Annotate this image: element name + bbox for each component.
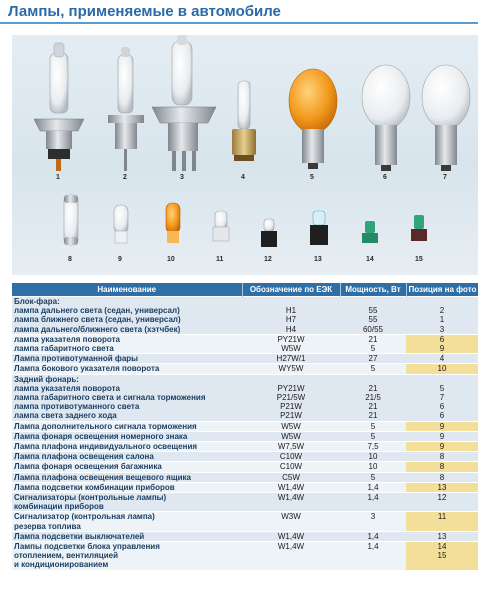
lamp-8-c10w bbox=[64, 195, 78, 245]
cell-line: C5W bbox=[282, 472, 300, 482]
cell-line bbox=[408, 502, 476, 511]
photo-number: 7 bbox=[443, 174, 447, 181]
cell-line bbox=[408, 375, 476, 384]
cell-power bbox=[340, 482, 406, 492]
table-row bbox=[12, 452, 478, 462]
column-header-position: Позиция на фото bbox=[406, 283, 478, 297]
cell-line: 13 bbox=[437, 482, 447, 492]
cell-line: W1,4W bbox=[277, 542, 305, 552]
cell-line: Лампа бокового указателя поворота bbox=[14, 364, 160, 374]
cell-position bbox=[406, 462, 478, 472]
cell-line: PY21W bbox=[277, 383, 305, 393]
cell-line: 21 bbox=[368, 383, 378, 393]
cell-position bbox=[406, 512, 478, 531]
cell-power bbox=[340, 354, 406, 364]
photo-number: 1 bbox=[56, 174, 60, 181]
cell-power bbox=[340, 431, 406, 441]
cell-line: 5 bbox=[370, 344, 376, 354]
table-row bbox=[12, 542, 478, 570]
cell-name bbox=[12, 364, 242, 374]
cell-line: 1,4 bbox=[367, 542, 379, 552]
cell-line bbox=[408, 522, 476, 531]
cell-line bbox=[408, 560, 476, 569]
lamp-3-h4 bbox=[152, 35, 216, 171]
cell-power bbox=[340, 421, 406, 431]
cell-line: 10 bbox=[368, 462, 378, 472]
top-row-numbers bbox=[56, 174, 447, 181]
cell-name bbox=[12, 421, 242, 431]
cell-line: 1,4 bbox=[367, 482, 379, 492]
cell-line: Блок-фара: bbox=[14, 297, 60, 306]
cell-line: комбинации приборов bbox=[14, 502, 104, 512]
cell-position bbox=[406, 364, 478, 374]
cell-line: 6 bbox=[439, 402, 445, 412]
cell-line: лампа ближнего света (седан, универсал) bbox=[14, 315, 181, 325]
cell-name bbox=[12, 482, 242, 492]
cell-line: 27 bbox=[368, 354, 378, 364]
photo-number: 8 bbox=[68, 256, 72, 263]
cell-code bbox=[242, 334, 340, 353]
cell-line: W5W bbox=[281, 344, 301, 354]
cell-line: 21 bbox=[368, 411, 378, 421]
cell-line bbox=[244, 502, 338, 511]
bottom-row-numbers bbox=[68, 256, 423, 263]
cell-line: 10 bbox=[437, 364, 447, 374]
cell-line: Лампа дополнительного сигнала торможения bbox=[14, 421, 197, 431]
photo-number: 5 bbox=[310, 174, 314, 181]
cell-code bbox=[242, 374, 340, 421]
table-row bbox=[12, 334, 478, 353]
cell-line: W1,4W bbox=[277, 493, 305, 503]
cell-line: 5 bbox=[370, 364, 376, 374]
cell-line: 5 bbox=[439, 383, 445, 393]
photo-number: 6 bbox=[383, 174, 387, 181]
cell-position bbox=[406, 431, 478, 441]
cell-name bbox=[12, 374, 242, 421]
cell-line: W7,5W bbox=[277, 442, 305, 452]
table-row bbox=[12, 354, 478, 364]
lamp-11-w3w bbox=[213, 211, 229, 241]
cell-line: 9 bbox=[439, 421, 445, 431]
cell-position bbox=[406, 482, 478, 492]
cell-line bbox=[244, 560, 338, 569]
cell-code bbox=[242, 462, 340, 472]
cell-power bbox=[340, 462, 406, 472]
cell-line: 2 bbox=[439, 306, 445, 316]
cell-line: 55 bbox=[368, 315, 378, 325]
cell-line: P21/5W bbox=[276, 393, 306, 403]
cell-line: P21W bbox=[280, 402, 302, 412]
cell-line bbox=[244, 375, 338, 384]
cell-line: P21W bbox=[280, 411, 302, 421]
photo-number: 13 bbox=[314, 256, 322, 263]
cell-line bbox=[408, 297, 476, 306]
cell-line: H4 bbox=[285, 324, 297, 334]
cell-position bbox=[406, 472, 478, 482]
cell-line: 8 bbox=[439, 452, 445, 462]
cell-line: 9 bbox=[439, 431, 445, 441]
cell-name bbox=[12, 542, 242, 570]
lamps-photo bbox=[12, 35, 478, 275]
photo-number: 4 bbox=[241, 174, 245, 181]
cell-line bbox=[244, 551, 338, 560]
cell-position bbox=[406, 493, 478, 512]
table-row bbox=[12, 297, 478, 335]
cell-power bbox=[340, 442, 406, 452]
cell-line: 5 bbox=[370, 472, 376, 482]
cell-name bbox=[12, 493, 242, 512]
cell-line: Лампа фонаря освещения номерного знака bbox=[14, 431, 188, 441]
table-row bbox=[12, 442, 478, 452]
table-row bbox=[12, 512, 478, 531]
cell-line: Лампа плафона освещения вещевого ящика bbox=[14, 472, 191, 482]
cell-code bbox=[242, 431, 340, 441]
cell-line: H27W/1 bbox=[276, 354, 306, 364]
cell-line: 1,4 bbox=[367, 493, 379, 503]
table-row bbox=[12, 421, 478, 431]
cell-line: Лампа подсветки комбинации приборов bbox=[14, 482, 175, 492]
cell-line: лампа указателя поворота bbox=[14, 334, 120, 344]
lamp-15-w1-4w bbox=[411, 215, 427, 241]
cell-line: W5W bbox=[281, 421, 301, 431]
cell-line bbox=[342, 502, 404, 511]
cell-code bbox=[242, 442, 340, 452]
cell-line bbox=[342, 297, 404, 306]
cell-line: лампа габаритного света и сигнала торможения bbox=[14, 393, 206, 403]
cell-line bbox=[244, 522, 338, 531]
cell-name bbox=[12, 472, 242, 482]
lamp-5-py21w bbox=[289, 69, 337, 169]
table-row bbox=[12, 364, 478, 374]
cell-power bbox=[340, 493, 406, 512]
photo-number: 15 bbox=[415, 256, 423, 263]
lamp-13-w1-4w bbox=[310, 211, 328, 245]
cell-line: лампа противотуманного света bbox=[14, 402, 140, 412]
column-header-power: Мощность, Вт bbox=[340, 283, 406, 297]
cell-power bbox=[340, 452, 406, 462]
photo-number: 9 bbox=[118, 256, 122, 263]
lamp-4-h27 bbox=[232, 81, 256, 161]
photo-number: 14 bbox=[366, 256, 374, 263]
lamp-6-p21w bbox=[362, 65, 410, 171]
cell-code bbox=[242, 531, 340, 541]
column-header-code: Обозначение по ЕЭК bbox=[242, 283, 340, 297]
cell-line: 3 bbox=[439, 324, 445, 334]
cell-code bbox=[242, 354, 340, 364]
cell-line: 14 bbox=[437, 542, 447, 552]
photo-number: 12 bbox=[264, 256, 272, 263]
cell-position bbox=[406, 374, 478, 421]
cell-line: 21 bbox=[368, 402, 378, 412]
cell-line: 21/5 bbox=[365, 393, 381, 403]
cell-name bbox=[12, 452, 242, 462]
table-row bbox=[12, 374, 478, 421]
cell-position bbox=[406, 334, 478, 353]
cell-line bbox=[342, 560, 404, 569]
table-body bbox=[12, 297, 478, 570]
cell-line: лампа указателя поворота bbox=[14, 383, 120, 393]
cell-line: резерва топлива bbox=[14, 521, 81, 531]
cell-line: 21 bbox=[368, 334, 378, 344]
photo-number: 2 bbox=[123, 174, 127, 181]
cell-line: 9 bbox=[439, 344, 445, 354]
table-row bbox=[12, 531, 478, 541]
cell-code bbox=[242, 542, 340, 570]
cell-line: 55 bbox=[368, 306, 378, 316]
cell-name bbox=[12, 431, 242, 441]
photo-number: 3 bbox=[180, 174, 184, 181]
cell-line: 7 bbox=[439, 393, 445, 403]
cell-position bbox=[406, 442, 478, 452]
cell-code bbox=[242, 452, 340, 462]
cell-line: 12 bbox=[437, 493, 447, 503]
cell-line: 9 bbox=[439, 442, 445, 452]
table-row bbox=[12, 482, 478, 492]
cell-line: Лампа плафона индивидуального освещения bbox=[14, 442, 198, 452]
cell-power bbox=[340, 472, 406, 482]
cell-power bbox=[340, 542, 406, 570]
column-header-name: Наименование bbox=[12, 283, 242, 297]
cell-position bbox=[406, 297, 478, 335]
cell-line: 10 bbox=[368, 452, 378, 462]
cell-line: 5 bbox=[370, 431, 376, 441]
cell-line: 1,4 bbox=[367, 531, 379, 541]
cell-code bbox=[242, 512, 340, 531]
lamp-10-wy5w bbox=[166, 203, 180, 243]
cell-name bbox=[12, 334, 242, 353]
cell-line: PY21W bbox=[277, 334, 305, 344]
cell-line: H1 bbox=[285, 306, 297, 316]
cell-power bbox=[340, 364, 406, 374]
cell-line: W5W bbox=[281, 431, 301, 441]
lamp-7-p21-5w bbox=[422, 65, 470, 171]
cell-code bbox=[242, 482, 340, 492]
cell-position bbox=[406, 542, 478, 570]
table-row bbox=[12, 472, 478, 482]
cell-line: 11 bbox=[437, 512, 447, 522]
cell-code bbox=[242, 421, 340, 431]
title-bar bbox=[0, 0, 478, 24]
cell-line: W1,4W bbox=[277, 482, 305, 492]
cell-line: и кондиционированием bbox=[14, 560, 109, 570]
cell-position bbox=[406, 421, 478, 431]
cell-line: 8 bbox=[439, 462, 445, 472]
cell-line: C10W bbox=[279, 452, 303, 462]
cell-line: 5 bbox=[370, 421, 376, 431]
lamps-table-wrapper bbox=[12, 283, 478, 570]
lamp-12-w1-4w bbox=[261, 219, 277, 247]
cell-line: 7,5 bbox=[367, 442, 379, 452]
cell-line bbox=[342, 522, 404, 531]
cell-code bbox=[242, 472, 340, 482]
cell-power bbox=[340, 297, 406, 335]
cell-name bbox=[12, 462, 242, 472]
cell-position bbox=[406, 531, 478, 541]
cell-line bbox=[342, 551, 404, 560]
cell-line: Задний фонарь: bbox=[14, 374, 79, 384]
cell-line: Лампа подсветки выключателей bbox=[14, 531, 145, 541]
cell-line: Лампа фонаря освещения багажника bbox=[14, 462, 162, 472]
lamps-table bbox=[12, 283, 478, 570]
lamp-1-h7 bbox=[34, 43, 84, 171]
cell-line: 6 bbox=[439, 334, 445, 344]
cell-line: 6 bbox=[439, 411, 445, 421]
cell-line: Лампа противотуманной фары bbox=[14, 354, 139, 364]
cell-name bbox=[12, 442, 242, 452]
cell-power bbox=[340, 531, 406, 541]
lamp-9-w5w bbox=[114, 205, 128, 243]
cell-line: WY5W bbox=[278, 364, 304, 374]
cell-line: 60/55 bbox=[362, 324, 384, 334]
cell-line: Лампа плафона освещения салона bbox=[14, 452, 154, 462]
cell-power bbox=[340, 374, 406, 421]
cell-line: Сигнализатор (контрольная лампа) bbox=[14, 512, 155, 522]
cell-code bbox=[242, 493, 340, 512]
photo-number: 11 bbox=[216, 256, 224, 263]
cell-line: 8 bbox=[439, 472, 445, 482]
page-title: Лампы, применяемые в автомобиле bbox=[8, 3, 281, 20]
cell-position bbox=[406, 452, 478, 462]
cell-line: 4 bbox=[439, 354, 445, 364]
cell-line: Сигнализаторы (контрольные лампы) bbox=[14, 493, 167, 503]
cell-line: лампа дальнего/ближнего света (хэтчбек) bbox=[14, 324, 181, 334]
cell-line: лампа габаритного света bbox=[14, 344, 114, 354]
lamp-14-w1-4w bbox=[362, 221, 378, 243]
cell-position bbox=[406, 354, 478, 364]
cell-name bbox=[12, 531, 242, 541]
cell-line: W1,4W bbox=[277, 531, 305, 541]
lamps-illustration bbox=[12, 35, 478, 275]
cell-line bbox=[342, 375, 404, 384]
cell-line: H7 bbox=[285, 315, 297, 325]
cell-name bbox=[12, 354, 242, 364]
cell-power bbox=[340, 512, 406, 531]
lamp-2-h1 bbox=[108, 47, 144, 171]
cell-line bbox=[244, 297, 338, 306]
cell-name bbox=[12, 512, 242, 531]
table-row bbox=[12, 462, 478, 472]
cell-code bbox=[242, 364, 340, 374]
cell-line: лампа дальнего света (седан, универсал) bbox=[14, 306, 180, 316]
cell-line: W3W bbox=[281, 512, 301, 522]
table-row bbox=[12, 431, 478, 441]
cell-line: 15 bbox=[437, 551, 447, 561]
cell-line: лампа света заднего хода bbox=[14, 411, 117, 421]
cell-code bbox=[242, 297, 340, 335]
table-header-row bbox=[12, 283, 478, 297]
cell-line: 13 bbox=[437, 531, 447, 541]
cell-line: C10W bbox=[279, 462, 303, 472]
table-row bbox=[12, 493, 478, 512]
cell-line: 3 bbox=[370, 512, 376, 522]
cell-line: 1 bbox=[439, 315, 445, 325]
cell-line: отоплением, вентиляцией bbox=[14, 551, 118, 561]
photo-number: 10 bbox=[167, 256, 175, 263]
cell-name bbox=[12, 297, 242, 335]
cell-line: Лампы подсветки блока управления bbox=[14, 542, 160, 552]
cell-power bbox=[340, 334, 406, 353]
title-underline bbox=[0, 22, 478, 24]
